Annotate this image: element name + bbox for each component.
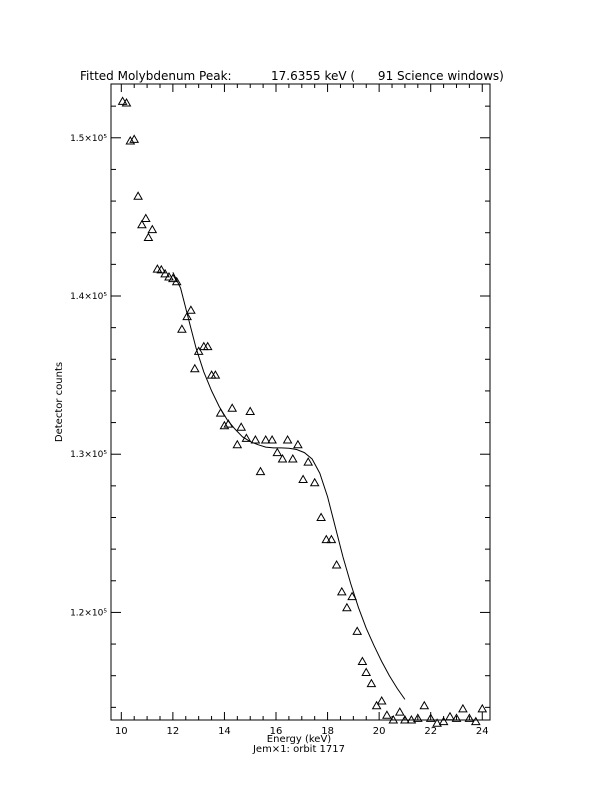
y-axis-label: Detector counts xyxy=(54,361,65,443)
x-tick-label: 14 xyxy=(218,726,231,737)
data-point xyxy=(317,514,325,521)
data-point xyxy=(353,627,361,634)
axis-ticks xyxy=(70,84,490,737)
data-point xyxy=(289,455,297,462)
data-point xyxy=(257,468,265,475)
data-point xyxy=(187,306,195,313)
x-tick-label: 16 xyxy=(269,726,283,737)
x-tick-label: 20 xyxy=(372,726,386,737)
data-point xyxy=(144,234,152,241)
data-point xyxy=(396,708,404,715)
data-point xyxy=(333,561,341,568)
data-point xyxy=(383,711,391,718)
x-tick-label: 12 xyxy=(166,726,180,737)
footnote: Jem×1: orbit 1717 xyxy=(252,744,346,755)
data-point xyxy=(178,325,186,332)
chart-title-left: Fitted Molybdenum Peak: xyxy=(80,69,232,83)
data-point xyxy=(191,365,199,372)
data-points xyxy=(119,97,487,726)
fit-curve xyxy=(173,272,405,699)
y-tick-label: 1.4×10⁵ xyxy=(70,292,107,302)
data-point xyxy=(338,588,346,595)
x-tick-label: 22 xyxy=(424,726,438,737)
data-point xyxy=(284,436,292,443)
data-point xyxy=(251,436,259,443)
data-point xyxy=(299,476,307,483)
data-point xyxy=(358,658,366,665)
plot-frame xyxy=(111,84,490,720)
data-point xyxy=(142,215,150,222)
data-point xyxy=(273,449,281,456)
x-tick-label: 24 xyxy=(475,726,489,737)
y-tick-label: 1.3×10⁵ xyxy=(70,450,107,461)
data-point xyxy=(446,713,454,720)
data-point xyxy=(148,226,156,233)
fit-curve-layer xyxy=(173,272,405,699)
data-point xyxy=(420,702,428,709)
data-point xyxy=(237,423,245,430)
data-point xyxy=(304,458,312,465)
data-point xyxy=(233,441,241,448)
y-tick-label: 1.5×10⁵ xyxy=(70,133,107,144)
data-point xyxy=(134,192,142,199)
data-point xyxy=(378,697,386,704)
data-point xyxy=(228,404,236,411)
x-tick-label: 18 xyxy=(321,726,334,737)
chart-title-right: 17.6355 keV ( 91 Science windows) xyxy=(271,69,504,83)
data-point xyxy=(459,705,467,712)
data-point xyxy=(367,680,375,687)
data-point xyxy=(373,702,381,709)
data-point xyxy=(478,705,486,712)
data-point xyxy=(294,441,302,448)
y-tick-label: 1.2×10⁵ xyxy=(70,608,107,619)
data-point xyxy=(362,669,370,676)
x-axis-label: Energy (keV) xyxy=(266,734,332,745)
data-point xyxy=(343,604,351,611)
x-tick-label: 10 xyxy=(114,726,128,737)
data-point xyxy=(311,479,319,486)
data-point xyxy=(246,408,254,415)
